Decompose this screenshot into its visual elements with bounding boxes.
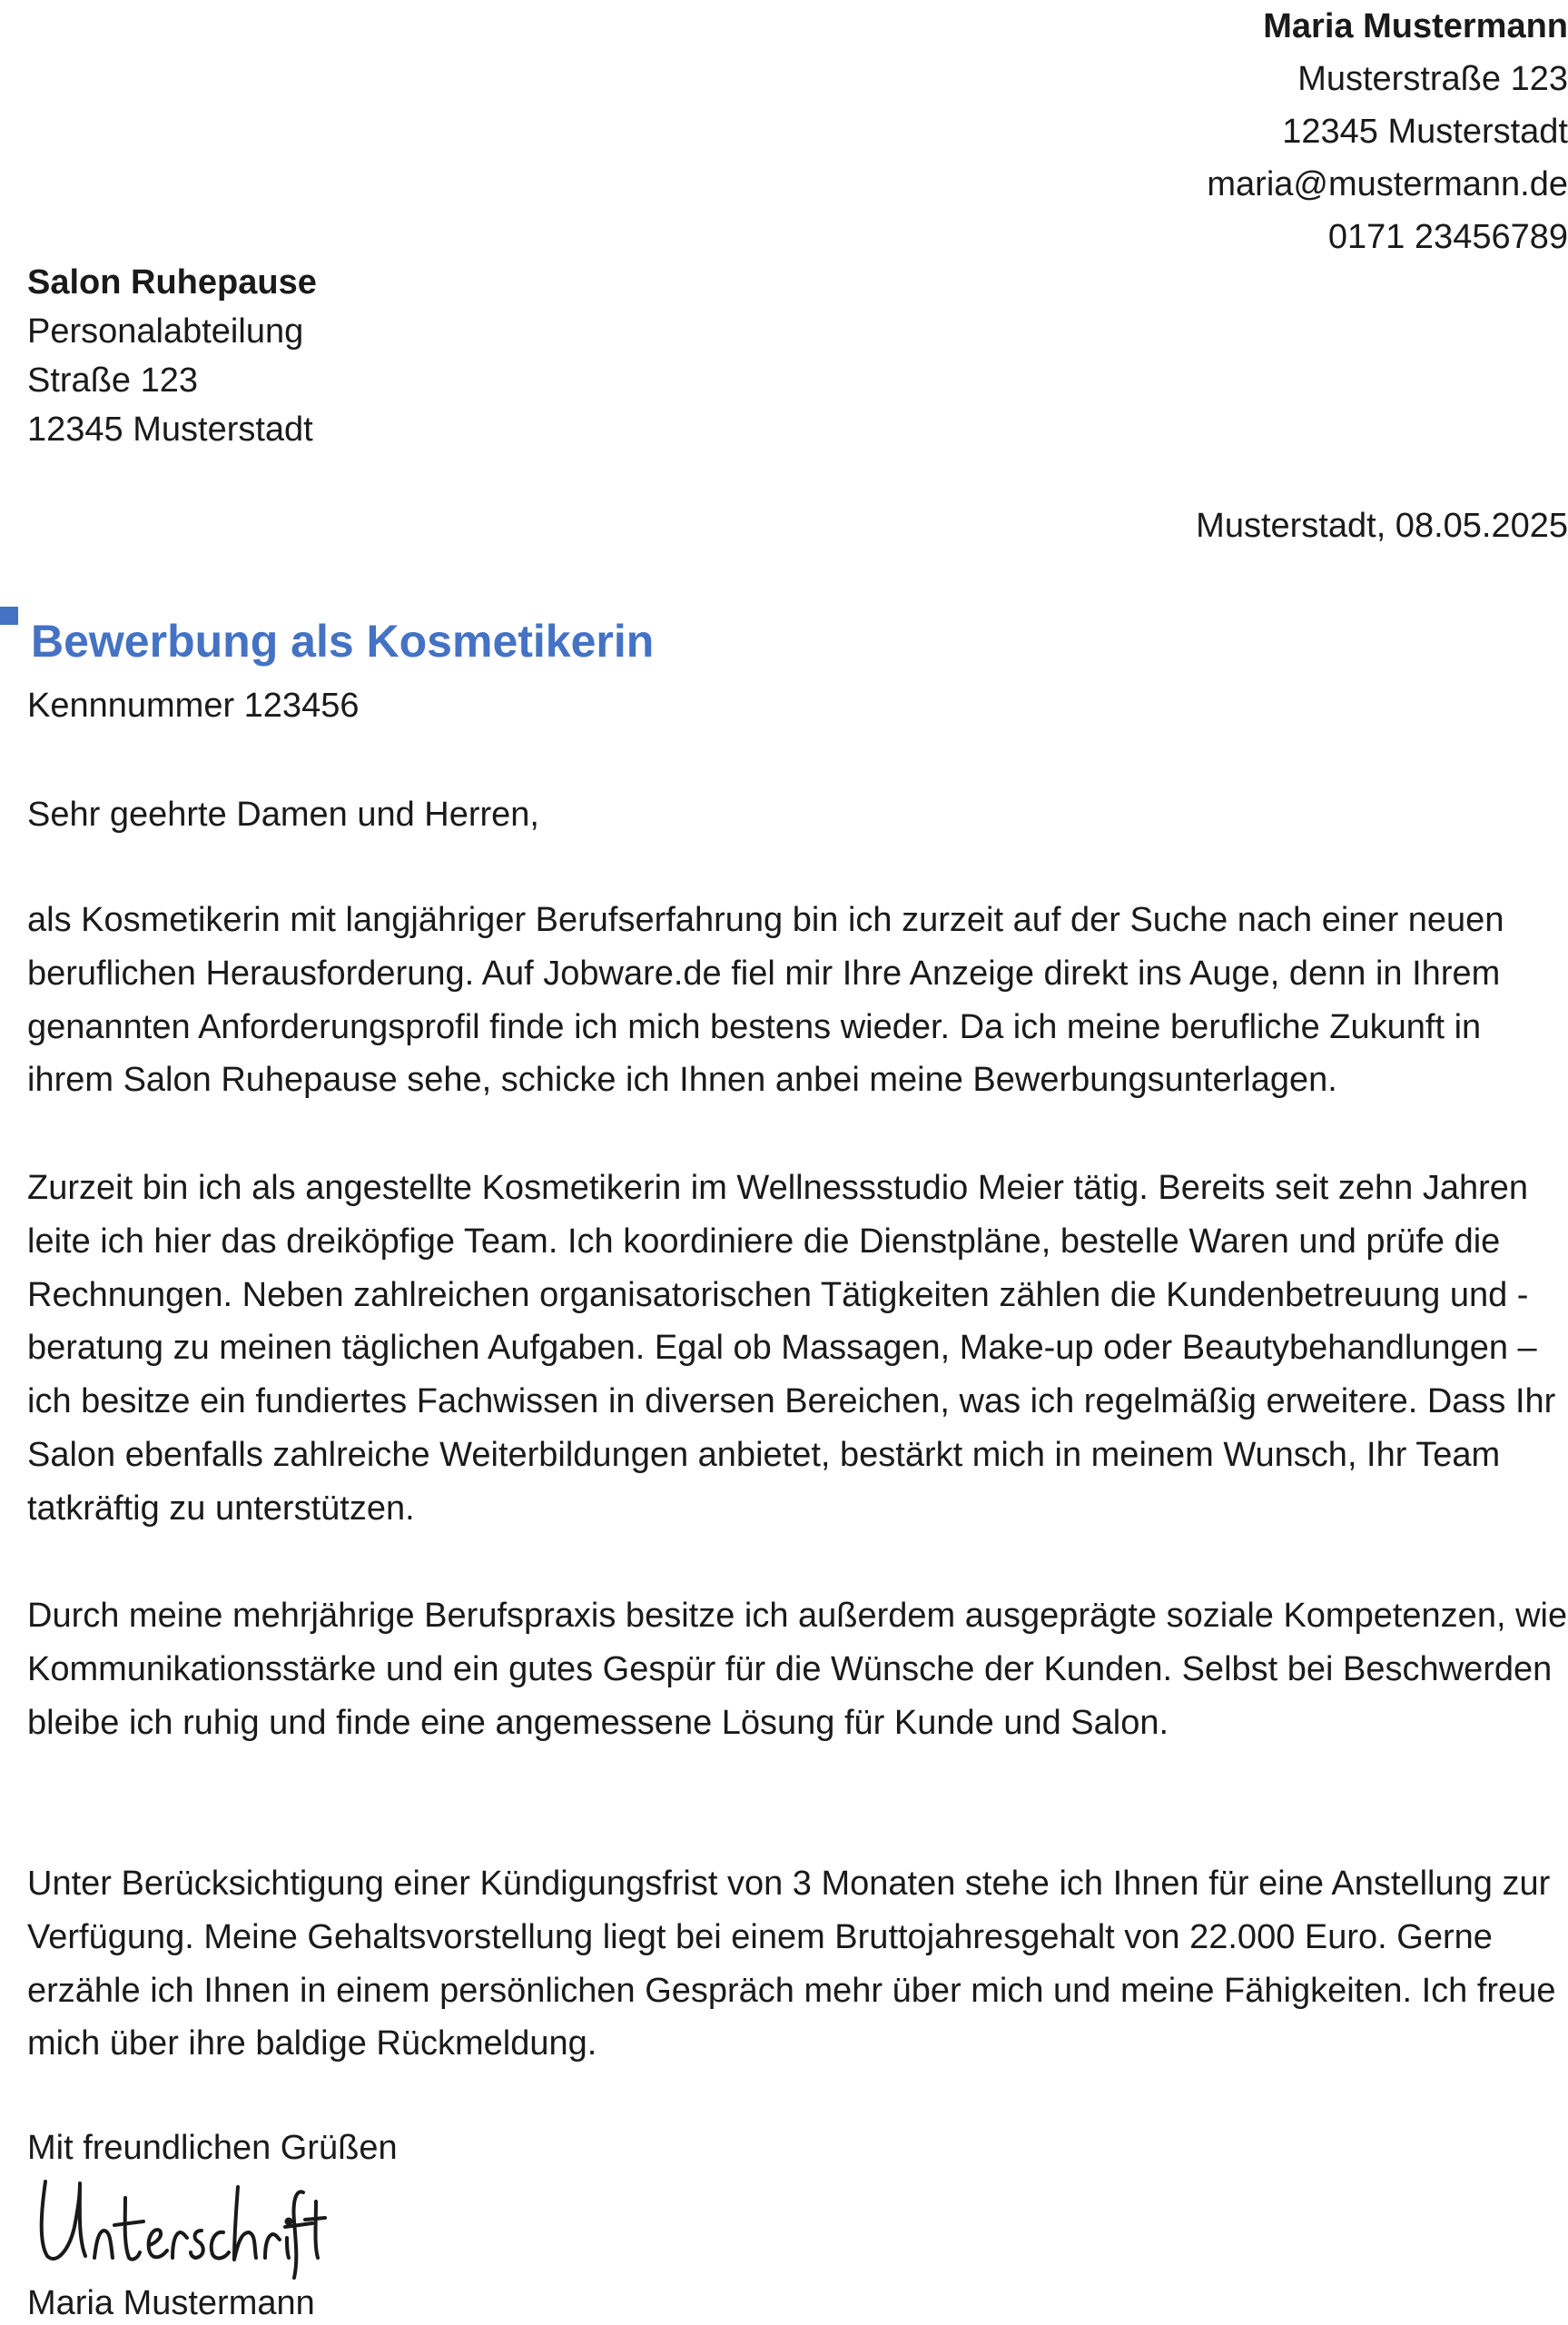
letter-date: Musterstadt, 08.05.2025 <box>1196 507 1568 545</box>
handwritten-signature <box>27 2171 327 2280</box>
body-paragraph-4: Unter Berücksichtigung einer Kündigungsfrist von 3 Monaten stehe ich Ihnen für eine Anstellung zur Verfügung. Meine Gehaltsvorstellung liegt bei einem Bruttojahresgehalt von 22.000 Euro. Gerne erzähle ich Ihnen in einem persönlichen Gespräch mehr über mich und meine Fähigkeiten. Ich freue mich über ihre baldige Rückmeldung. <box>27 1865 1556 2063</box>
body-paragraph-1: als Kosmetikerin mit langjähriger Berufserfahrung bin ich zurzeit auf der Suche nach einer neuen beruflichen Herausforderung. Auf Jobware.de fiel mir Ihre Anzeige direkt ins Auge, denn in Ihrem genannten Anforderungsprofil finde ich mich bestens wieder. Da ich meine berufliche Zukunft in ihrem Salon Ruhepause sehe, schicke ich Ihnen anbei meine Bewerbungsunterlagen. <box>27 901 1504 1100</box>
recipient-street: Straße 123 <box>27 361 198 400</box>
salutation: Sehr geehrte Damen und Herren, <box>27 796 539 834</box>
sender-street: Musterstraße 123 <box>1297 60 1568 98</box>
recipient-block <box>27 258 317 454</box>
sender-city: 12345 Musterstadt <box>1282 113 1568 151</box>
sender-name: Maria Mustermann <box>1263 7 1568 45</box>
heading-marker <box>0 607 18 625</box>
subject-heading: Bewerbung als Kosmetikerin <box>31 616 655 667</box>
recipient-department: Personalabteilung <box>27 312 304 351</box>
reference-number: Kennnummer 123456 <box>27 687 360 725</box>
body-paragraph-2: Zurzeit bin ich als angestellte Kosmetikerin im Wellnessstudio Meier tätig. Bereits seit zehn Jahren leite ich hier das dreiköpfige Team. Ich koordiniere die Dienstpläne, bestelle Waren und prüfe die Rechnungen. Neben zahlreichen organisatorischen Tätigkeiten zählen die Kundenbetreuung und -beratung zu meinen täglichen Aufgaben. Egal ob Massagen, Make-up oder Beautybehandlungen – ich besitze ein fundiertes Fachwissen in diversen Bereichen, was ich regelmäßig erweitere. Dass Ihr Salon ebenfalls zahlreiche Weiterbildungen anbietet, bestärkt mich in meinem Wunsch, Ihr Team tatkräftig zu unterstützen. <box>27 1169 1556 1528</box>
recipient-city: 12345 Musterstadt <box>27 411 313 449</box>
sender-phone: 0171 23456789 <box>1327 218 1568 256</box>
sender-email: maria@mustermann.de <box>1207 165 1568 203</box>
sender-block <box>1207 0 1568 263</box>
body-paragraph-3: Durch meine mehrjährige Berufspraxis besitze ich außerdem ausgeprägte soziale Kompetenzen, wie Kommunikationsstärke und ein gutes Gespür für die Wünsche der Kunden. Selbst bei Beschwerden bleibe ich ruhig und finde eine angemessene Lösung für Kunde und Salon. <box>27 1597 1568 1742</box>
recipient-company: Salon Ruhepause <box>27 263 317 302</box>
signer-name: Maria Mustermann <box>27 2284 315 2322</box>
closing-greeting: Mit freundlichen Grüßen <box>27 2129 398 2167</box>
